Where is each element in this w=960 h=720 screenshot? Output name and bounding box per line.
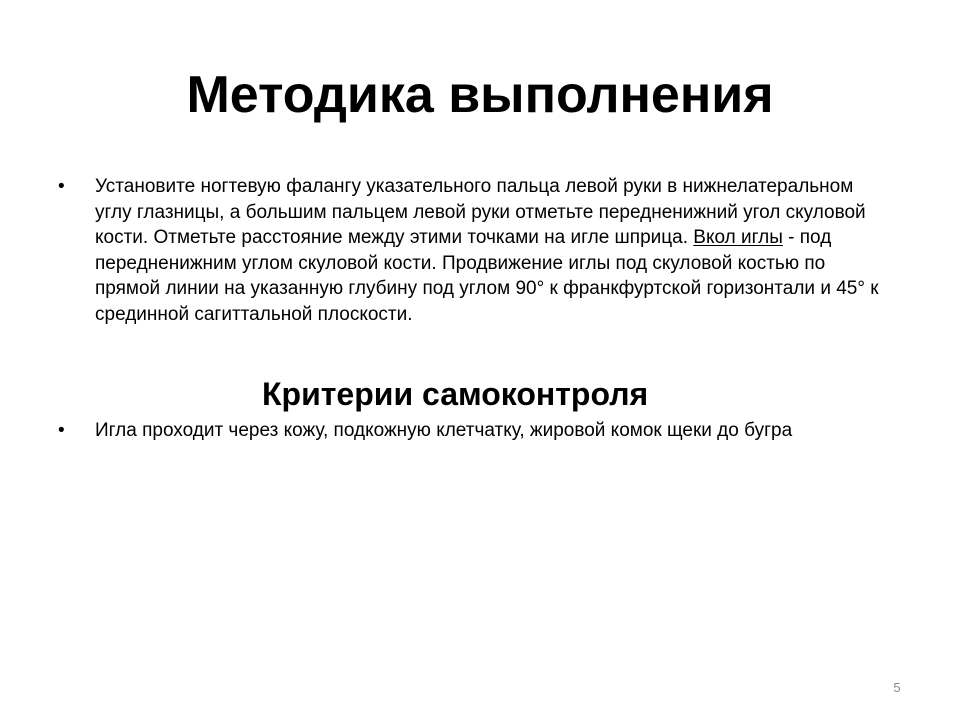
method-text-line-6: срединной сагиттальной плоскости. bbox=[95, 303, 413, 325]
criteria-paragraph bbox=[95, 418, 792, 444]
needle-insertion-underlined-text: Вкол иглы bbox=[693, 227, 783, 249]
page-number: 5 bbox=[893, 680, 901, 695]
method-text-line-1: Установите ногтевую фалангу указательного пальца левой руки в нижнелатеральном bbox=[95, 176, 854, 197]
slide-title: Методика выполнения bbox=[186, 66, 774, 124]
method-text-line-3 bbox=[95, 225, 879, 251]
criteria-bullet-marker: • bbox=[58, 420, 65, 441]
method-bullet-marker: • bbox=[58, 176, 65, 197]
method-paragraph bbox=[95, 174, 879, 328]
method-text-line-4: передненижним углом скуловой кости. Продвижение иглы под скуловой костью по bbox=[95, 252, 826, 274]
criteria-text-line: Игла проходит через кожу, подкожную клетчатку, жировой комок щеки до бугра bbox=[95, 420, 793, 441]
method-text-line-3-after: - под bbox=[782, 227, 832, 249]
criteria-heading: Критерии самоконтроля bbox=[262, 376, 649, 412]
method-text-line-5: прямой линии на указанную глубину под углом 90° к франкфуртской горизонтали и 45° к bbox=[95, 278, 879, 300]
method-text-line-3-before: кости. Отметьте расстояние между этими точками на игле шприца. bbox=[95, 227, 694, 249]
method-text-line-2: углу глазницы, а большим пальцем левой руки отметьте передненижний угол скуловой bbox=[95, 201, 866, 223]
